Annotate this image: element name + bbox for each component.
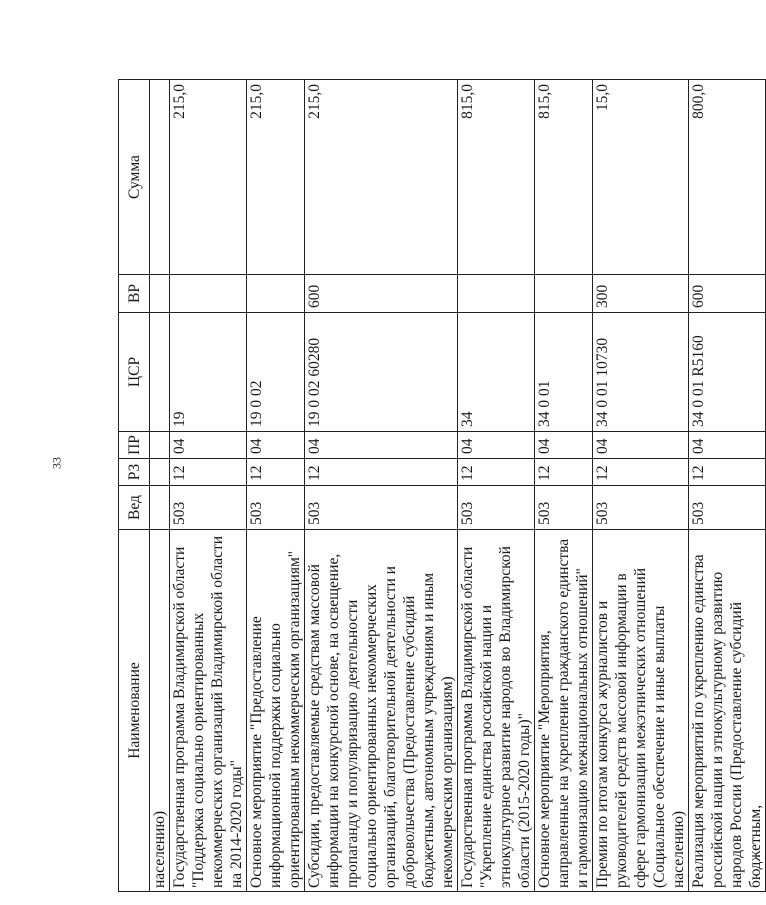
header-vr: ВР: [119, 275, 150, 313]
row-csr: 19: [170, 313, 247, 432]
table-row: [535, 80, 593, 892]
row-csr: 34 0 01 R5160: [689, 313, 766, 432]
row-name: Реализация мероприятий по укреплению единства российской нации и этнокультурному развитию народов России (Предоставление субсидий бюджетным,: [689, 530, 766, 892]
row-vr: 300: [593, 275, 689, 313]
row-sum: 215,0: [170, 80, 247, 275]
header-csr: ЦСР: [119, 313, 150, 432]
row-vr: [458, 275, 535, 313]
row-sum: 815,0: [458, 80, 535, 275]
header-name: Наименование: [119, 530, 150, 892]
row-rz: 12: [247, 459, 305, 486]
row-csr: 19 0 02 60280: [305, 313, 458, 432]
row-vr: [535, 275, 593, 313]
continued-text: населению): [150, 530, 170, 892]
row-pr: 04: [689, 432, 766, 459]
row-name: Основное мероприятие "Предоставление информационной поддержки социально ориентированным некоммерческим организациям": [247, 530, 305, 892]
table-row: [689, 80, 766, 892]
row-pr: 04: [305, 432, 458, 459]
header-rz: РЗ: [119, 459, 150, 486]
table-row: [247, 80, 305, 892]
row-vr: 600: [689, 275, 766, 313]
row-ved: 503: [247, 486, 305, 530]
budget-table-container: [118, 80, 764, 892]
row-sum: 215,0: [247, 80, 305, 275]
row-rz: 12: [305, 459, 458, 486]
row-pr: 04: [247, 432, 305, 459]
row-rz: 12: [689, 459, 766, 486]
row-csr: 34: [458, 313, 535, 432]
row-rz: 12: [593, 459, 689, 486]
row-pr: 04: [170, 432, 247, 459]
row-pr: 04: [458, 432, 535, 459]
row-vr: [170, 275, 247, 313]
row-name: Субсидии, предоставляемые средствам массовой информации на конкурсной основе, на освещение, пропаганду и популяризацию деятельности социально ориентированных некоммерческих организаций, благотворительной деятельности и добровольчества (Предоставление субсидий бюджетным, автономным учреждениям и иным некоммерческим организациям): [305, 530, 458, 892]
row-name: Премии по итогам конкурса журналистов и руководителей средств массовой информации в сфере гармонизации межэтнических отношений (Социальное обеспечение и иные выплаты населению): [593, 530, 689, 892]
table-row: [593, 80, 689, 892]
row-csr: 34 0 01: [535, 313, 593, 432]
header-row: [119, 80, 150, 892]
row-pr: 04: [593, 432, 689, 459]
row-ved: 503: [593, 486, 689, 530]
row-rz: 12: [535, 459, 593, 486]
page-number: 33: [49, 457, 64, 469]
row-name: Государственная программа Владимирской области "Укрепление единства российской нации и этнокультурное развитие народов во Владимирской области (2015-2020 годы)": [458, 530, 535, 892]
row-ved: 503: [170, 486, 247, 530]
row-vr: [247, 275, 305, 313]
row-sum: 815,0: [535, 80, 593, 275]
continued-row: [150, 80, 170, 892]
row-ved: 503: [689, 486, 766, 530]
table-row: [458, 80, 535, 892]
row-rz: 12: [458, 459, 535, 486]
row-sum: 215,0: [305, 80, 458, 275]
row-sum: 800,0: [689, 80, 766, 275]
row-name: Основное мероприятие "Мероприятия, направленные на укрепление гражданского единства и гармонизацию межнациональных отношений": [535, 530, 593, 892]
row-csr: 34 0 01 10730: [593, 313, 689, 432]
header-ved: Вед: [119, 486, 150, 530]
row-ved: 503: [305, 486, 458, 530]
row-pr: 04: [535, 432, 593, 459]
table-row: [170, 80, 247, 892]
row-name: Государственная программа Владимирской области "Поддержка социально ориентированных некоммерческих организаций Владимирской области на 2014-2020 годы": [170, 530, 247, 892]
row-sum: 15,0: [593, 80, 689, 275]
row-vr: 600: [305, 275, 458, 313]
table-row: [305, 80, 458, 892]
header-sum: Сумма: [119, 80, 150, 275]
budget-table: [118, 79, 766, 892]
row-rz: 12: [170, 459, 247, 486]
row-csr: 19 0 02: [247, 313, 305, 432]
header-pr: ПР: [119, 432, 150, 459]
row-ved: 503: [458, 486, 535, 530]
row-ved: 503: [535, 486, 593, 530]
